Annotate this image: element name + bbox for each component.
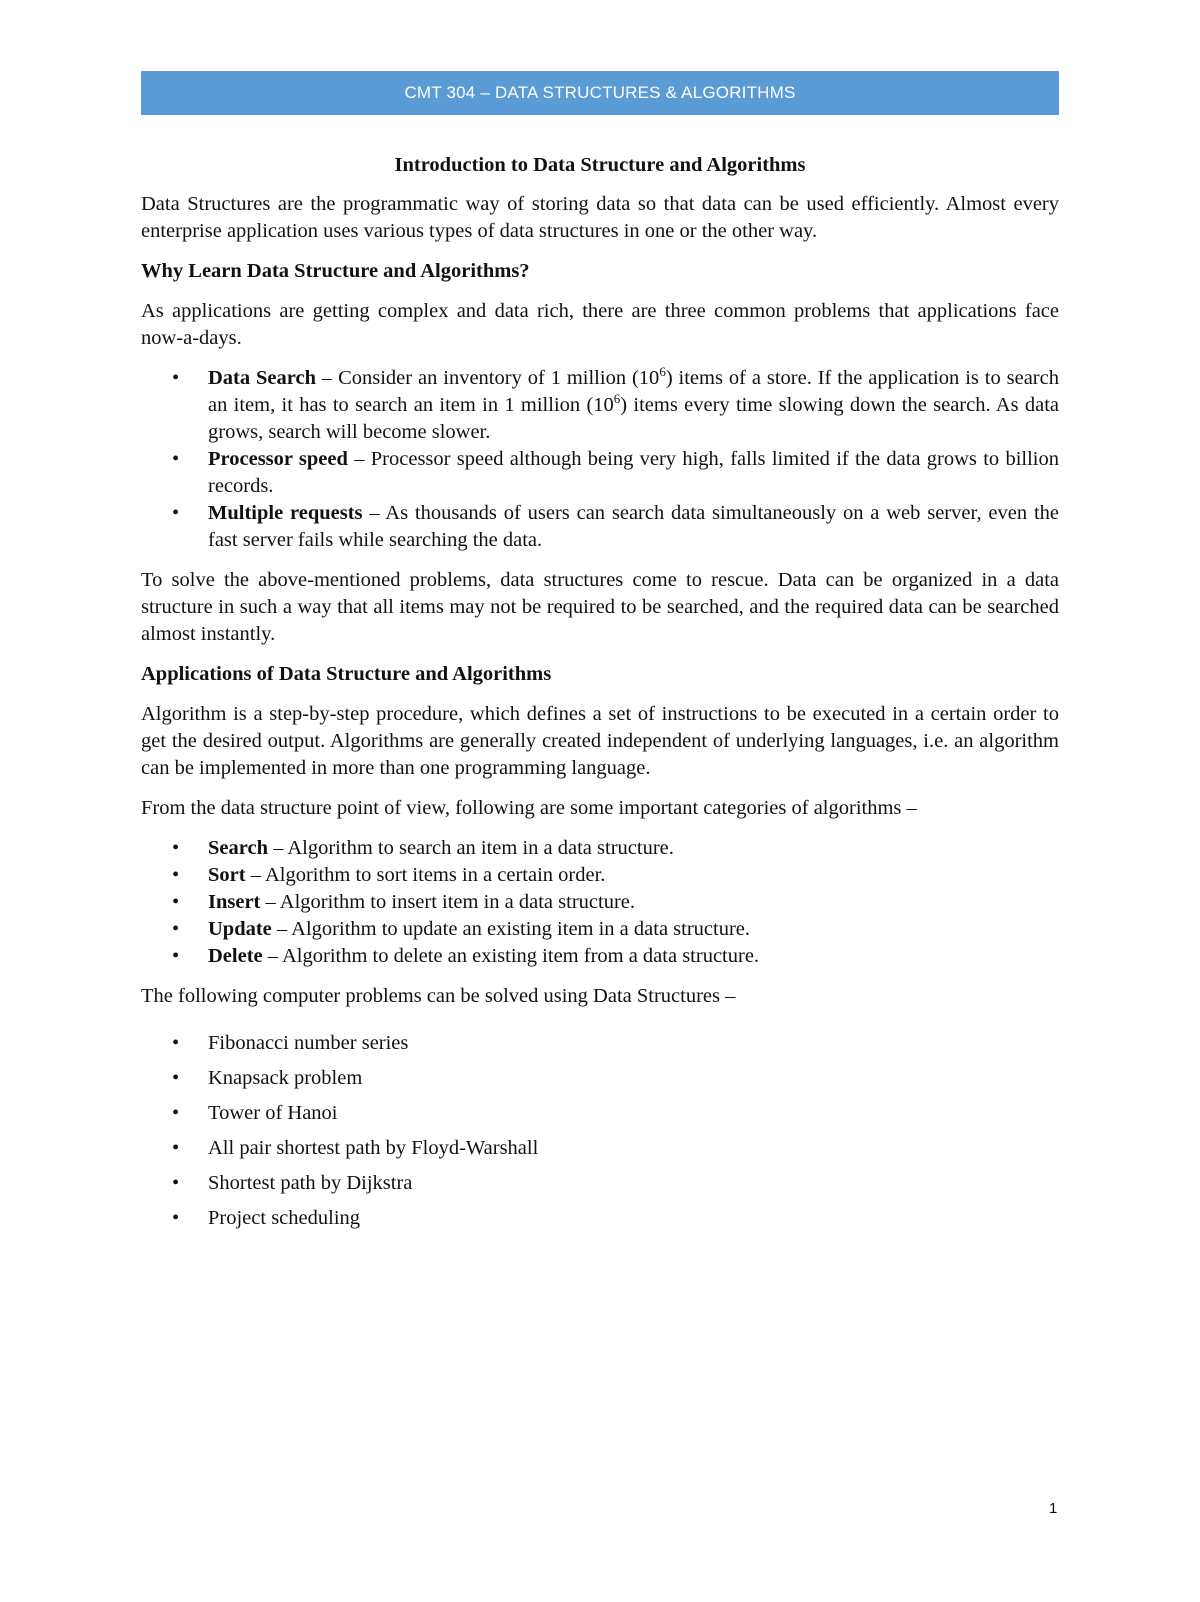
bullet-icon: • [172,891,180,913]
list-item-sort [172,862,1059,889]
item-text: Project scheduling [208,1207,361,1229]
document-body [141,152,1059,1245]
term-label: Sort [208,864,246,886]
item-text: All pair shortest path by Floyd-Warshall [208,1137,539,1159]
algorithm-paragraph: Algorithm is a step-by-step procedure, which defines a set of instructions to be executed in a certain order to get the desired output. Algorithms are generally created independent of underlying languages, i.e. an algorithm can be implemented in more than one programming language. [141,703,1059,779]
list-item-data-search [172,364,1059,446]
page-header [141,71,1059,115]
superscript: 6 [659,364,666,380]
bullet-icon: • [172,837,180,859]
page-number: 1 [1049,1500,1058,1517]
item-text: Shortest path by Dijkstra [208,1172,413,1194]
item-text: Tower of Hanoi [208,1102,338,1124]
bullet-icon: • [172,918,180,940]
item-text: ) items every time slowing down the search. As data grows, search will become slower. [208,394,1059,443]
bullet-icon: • [172,1137,180,1159]
term-label: Delete [208,945,263,967]
list-item-delete [172,943,1059,970]
item-text: – Algorithm to search an item in a data structure. [267,837,674,859]
list-item [172,1170,1059,1197]
list-item [172,1030,1059,1057]
item-text: – Algorithm to update an existing item in a data structure. [271,918,751,940]
document-title: Introduction to Data Structure and Algorithms [394,154,806,176]
list-item-insert [172,889,1059,916]
bullet-icon: • [172,1067,180,1089]
intro-paragraph: Data Structures are the programmatic way of storing data so that data can be used efficiently. Almost every enterprise application uses various types of data structures in one or the other way. [141,193,1059,242]
list-item [172,1065,1059,1092]
list-item [172,1205,1059,1232]
item-text: ) items of a store. If the application is to search an item, it has to search an item in 1 million (10 [208,367,1059,416]
term-label: Search [208,837,268,859]
item-text: – Algorithm to delete an existing item from a data structure. [262,945,760,967]
superscript: 6 [613,391,621,407]
item-text: – Processor speed although being very high, falls limited if the data grows to billion records. [208,448,1059,497]
applications-heading: Applications of Data Structure and Algorithms [141,663,552,685]
problems-intro: The following computer problems can be solved using Data Structures – [141,985,736,1007]
categories-list [141,835,1059,970]
bullet-icon: • [172,448,180,470]
bullet-icon: • [172,1172,180,1194]
categories-intro: From the data structure point of view, following are some important categories of algorithms – [141,797,917,819]
list-item [172,1135,1059,1162]
problems-list [141,365,1059,554]
bullet-icon: • [172,367,180,389]
list-item-search [172,835,1059,862]
item-text: – Algorithm to sort items in a certain order. [245,864,606,886]
bullet-icon: • [172,1102,180,1124]
why-intro-paragraph: As applications are getting complex and data rich, there are three common problems that applications face now-a-days. [141,300,1059,349]
list-item-processor-speed [172,446,1059,500]
header-title: CMT 304 – DATA STRUCTURES & ALGORITHMS [404,83,796,102]
bullet-icon: • [172,1207,180,1229]
term-label: Processor speed [208,448,348,470]
bullet-icon: • [172,502,180,524]
why-heading: Why Learn Data Structure and Algorithms? [141,260,530,282]
item-text: Knapsack problem [208,1067,363,1089]
solution-paragraph: To solve the above-mentioned problems, data structures come to rescue. Data can be organized in a data structure in such a way that all items may not be required to be searched, and the required data can be searched almost instantly. [141,569,1059,645]
item-text: – As thousands of users can search data simultaneously on a web server, even the fast server fails while searching the data. [208,502,1059,551]
list-item-multiple-requests [172,500,1059,554]
bullet-icon: • [172,1032,180,1054]
term-label: Data Search [208,367,317,389]
bullet-icon: • [172,945,180,967]
term-label: Multiple requests [208,502,363,524]
item-text: – Algorithm to insert item in a data structure. [260,891,636,913]
bullet-icon: • [172,864,180,886]
item-text: – Consider an inventory of 1 million (10 [316,367,660,389]
term-label: Update [208,918,272,940]
term-label: Insert [208,891,261,913]
list-item [172,1100,1059,1127]
item-text: Fibonacci number series [208,1032,409,1054]
list-item-update [172,916,1059,943]
computer-problems-list [141,1030,1059,1232]
